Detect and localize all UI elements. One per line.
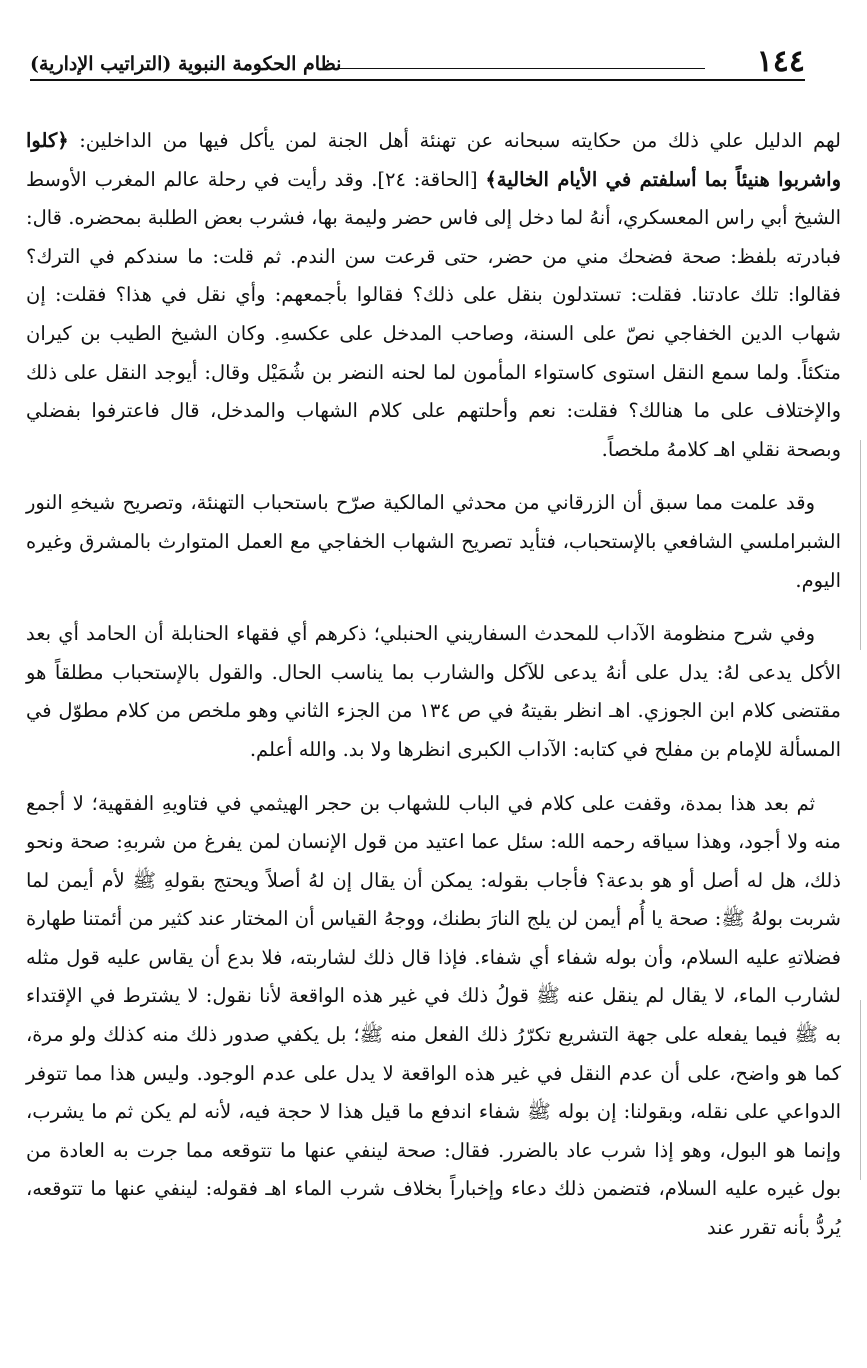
header-rule — [30, 79, 805, 81]
paragraph-3: وفي شرح منظومة الآداب للمحدث السفاريني الحنبلي؛ ذكرهم أي فقهاء الحنابلة أن الحامد أي بعد الأكل يدعى لهُ: يدل على أنهُ يدعى للآكل والشارب بما يناسب الحال. والقول بالإستحباب مطلقاً هو مقتضى كلام ابن الجوزي. اهـ انظر بقيتهُ في ص ١٣٤ من الجزء الثاني وهو ملخص من كلام مطوّل في المسألة للإمام بن مفلح في كتابه: الآداب الكبرى انظرها ولا بد. والله أعلم. — [26, 622, 841, 761]
paragraph-1-rest: [الحاقة: ٢٤]. وقد رأيت في رحلة عالم المغرب الأوسط الشيخ أبي راس المعسكري، أنهُ لما دخل إلى فاس حضر وليمة بها، فشرب بعض الطلبة بمحضره. قال: فبادرته بلفظ: صحة فضحك مني من حضر، حتى قرعت سن الندم. ثم قلت: ما سندكم في الترك؟ فقالوا: تلك عادتنا. فقلت: تستدلون بنقل على ذلك؟ فقالوا بأجمعهم: وأي نقل في هذا؟ فقلت: إن شهاب الدين الخفاجي نصّ على السنة، وصاحب المدخل على عكسهِ. وكان الشيخ الطيب بن كيران متكئاً. ولما سمع النقل استوى كاستواء المأمون لما لحنه النضر بن شُمَيْل وقال: أيوجد النقل على ذلك والإختلاف على ما هنالك؟ فقلت: نعم وأحلتهم على كلام الشهاب والمدخل، قال فاعترفوا بفضلي وبصحة نقلي اهـ كلامهُ ملخصاً. — [26, 167, 841, 461]
paragraph-2: وقد علمت مما سبق أن الزرقاني من محدثي المالكية صرّح باستحباب التهنئة، وتصريح شيخهِ النور الشبراملسي الشافعي بالإستحباب، فتأيد تصريح الشهاب الخفاجي مع العمل المتوارث بالمشرق وغيره اليوم. — [26, 491, 841, 592]
page-header — [30, 44, 805, 88]
page-number: ١٤٤ — [756, 44, 805, 79]
header-rule-short — [332, 68, 705, 69]
paragraph-4: ثم بعد هذا بمدة، وقفت على كلام في الباب للشهاب بن حجر الهيثمي في فتاويهِ الفقهية؛ لا أجمع منه ولا أجود، وهذا سياقه رحمه الله: سئل عما اعتيد من قول الإنسان لمن يفرغ من شربهِ: صحة ونحو ذلك، هل له أصل أو هو بدعة؟ فأجاب بقوله: يمكن أن يقال إن لهُ أصلاً ويحتج بقولهِ ﷺ لأم أيمن لما شربت بولهُ ﷺ: صحة يا أُم أيمن لن يلج النارَ بطنك، ووجهُ القياس أن المختار عند كثير من أئمتنا طهارة فضلاتهِ عليه السلام، وأن بوله شفاء أي شفاء. فإذا قال ذلك لشاربته، فلا بدع أن يقاس عليه قول مثله لشارب الماء، لا يقال لم ينقل عنه ﷺ قولُ ذلك في غير هذه الواقعة لأنا نقول: لا يشترط في الإقتداء به ﷺ فيما يفعله على جهة التشريع تكرّرُ ذلك الفعل منه ﷺ؛ بل يكفي صدور ذلك منه كذلك ولو مرة، كما هو واضح، على أن عدم النقل في غير هذه الواقعة لا يدل على عدم الوجود. وليس هذا مما تتوفر الدواعي على نقله، وبقولنا: إن بوله ﷺ شفاء اندفع ما قيل هذا لا حجة فيه، لأنه لم يكن ثم ما يشرب، وإنما هو البول، وهو إذا شرب عاد بالضرر. فقال: صحة لينفي عنها ما تتوقعه مما جرت به العادة من بول غيره عليه السلام، فتضمن ذلك دعاء وإخباراً بخلاف شرب الماء اهـ فقوله: لينفي عنها ما تتوقعه، يُردُّ بأنه تقرر عند — [26, 791, 841, 1240]
paragraph-1 — [26, 122, 841, 469]
paragraph-1-intro: لهم الدليل علي ذلك من حكايته سبحانه عن تهنئة أهل الجنة لمن يأكل فيها من الداخلين: — [68, 129, 841, 152]
page-body — [26, 122, 841, 1263]
quran-verse: ﴿كلوا واشربوا هنيئاً بما أسلفتم في الأيام الخالية﴾ — [26, 129, 841, 191]
scan-margin-mark — [860, 1000, 861, 1180]
running-title: نظام الحكومة النبوية (التراتيب الإدارية) — [30, 53, 342, 75]
scan-margin-mark — [860, 440, 861, 650]
